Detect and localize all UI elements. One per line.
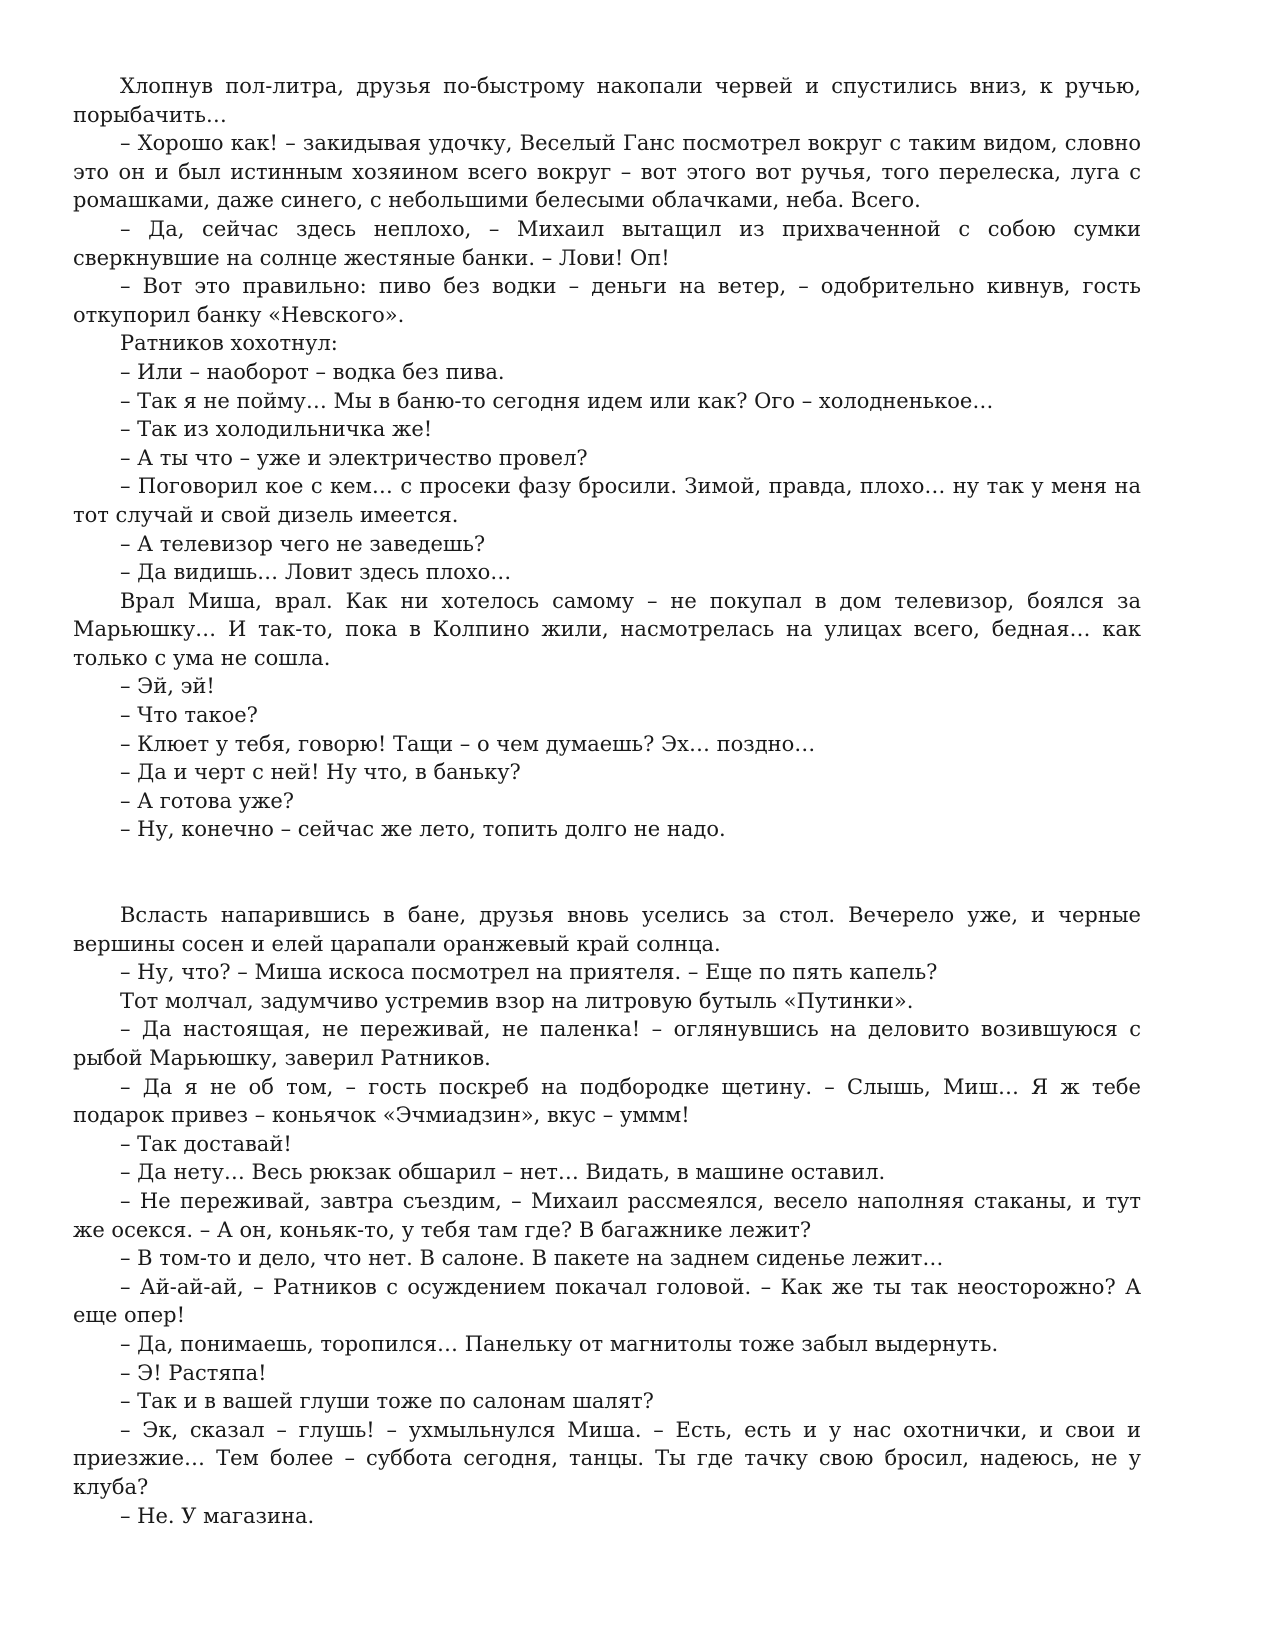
paragraph: – А готова уже? — [120, 788, 295, 813]
paragraph: – А ты что – уже и электричество провел? — [120, 445, 588, 470]
text-section-1 — [73, 72, 1141, 844]
paragraph: – Так я не пойму… Мы в баню-то сегодня идем или как? Ого – холодненькое… — [120, 388, 994, 413]
document-page — [73, 72, 1141, 1530]
paragraph: – Хорошо как! – закидывая удочку, Веселый Ганс посмотрел вокруг с таким видом, словно это он и был истинным хозяином всего вокруг – вот этого вот ручья, того перелеска, луга с ромашками, даже синего, с небольшими белесыми облачками, неба. Всего. — [73, 131, 1141, 213]
paragraph: Хлопнув пол-литра, друзья по-быстрому накопали червей и спустились вниз, к ручью, порыбачить… — [73, 74, 1141, 127]
paragraph: – А телевизор чего не заведешь? — [120, 531, 486, 556]
paragraph: – Не переживай, завтра съездим, – Михаил рассмеялся, весело наполняя стаканы, и тут же осекся. – А он, коньяк-то, у тебя там где? В багажнике лежит? — [73, 1188, 1141, 1242]
paragraph: – Да, понимаешь, торопился… Панельку от магнитолы тоже забыл выдернуть. — [120, 1331, 999, 1356]
paragraph: – Да, сейчас здесь неплохо, – Михаил вытащил из прихваченной с собою сумки сверкнувшие на солнце жестяные банки. – Лови! Оп! — [73, 216, 1141, 270]
paragraph: – Так и в вашей глуши тоже по салонам шалят? — [120, 1389, 654, 1414]
paragraph: Врал Миша, врал. Как ни хотелось самому – не покупал в дом телевизор, боялся за Марьюшку… И так-то, пока в Колпино жили, насмотрелась на улицах всего, бедная… как только с ума не сошла. — [73, 588, 1141, 670]
paragraph: – Ай-ай-ай, – Ратников с осуждением покачал головой. – Как же ты так неосторожно? А еще опер! — [73, 1274, 1141, 1328]
paragraph: – Так доставай! — [120, 1131, 292, 1156]
paragraph: Всласть напарившись в бане, друзья вновь уселись за стол. Вечерело уже, и черные вершины сосен и елей царапали оранжевый край солнца. — [73, 903, 1141, 956]
text-section-2 — [73, 901, 1141, 1530]
paragraph: – Э! Растяпа! — [120, 1360, 267, 1385]
section-break — [73, 844, 1141, 901]
paragraph: – Вот это правильно: пиво без водки – деньги на ветер, – одобрительно кивнув, гость откупорил банку «Невского». — [73, 274, 1141, 327]
paragraph: – Клюет у тебя, говорю! Тащи – о чем думаешь? Эх… поздно… — [120, 731, 816, 756]
paragraph: Ратников хохотнул: — [120, 331, 338, 356]
paragraph: – Эй, эй! — [120, 674, 215, 699]
paragraph: – Да я не об том, – гость поскреб на подбородке щетину. – Слышь, Миш… Я ж тебе подарок привез – коньячок «Эчмиадзин», вкус – уммм! — [73, 1074, 1141, 1128]
paragraph: – Поговорил кое с кем… с просеки фазу бросили. Зимой, правда, плохо… ну так у меня на тот случай и свой дизель имеется. — [73, 474, 1141, 527]
paragraph: – Да видишь… Ловит здесь плохо… — [120, 560, 512, 585]
paragraph: – В том-то и дело, что нет. В салоне. В пакете на заднем сиденье лежит… — [120, 1246, 944, 1271]
paragraph: – Ну, конечно – сейчас же лето, топить долго не надо. — [120, 817, 726, 842]
paragraph: – Да и черт с ней! Ну что, в баньку? — [120, 760, 521, 785]
paragraph: – Что такое? — [120, 703, 258, 728]
paragraph: – Не. У магазина. — [120, 1503, 315, 1528]
paragraph: – Ну, что? – Миша искоса посмотрел на приятеля. – Еще по пять капель? — [120, 960, 938, 985]
paragraph: – Да настоящая, не переживай, не паленка! – оглянувшись на деловито возившуюся с рыбой Марьюшку, заверил Ратников. — [73, 1017, 1141, 1070]
paragraph: Тот молчал, задумчиво устремив взор на литровую бутыль «Путинки». — [120, 988, 914, 1013]
paragraph: – Эк, сказал – глушь! – ухмыльнулся Миша. – Есть, есть и у нас охотнички, и свои и приезжие… Тем более – суббота сегодня, танцы. Ты где тачку свою бросил, надеюсь, не у клуба? — [73, 1417, 1141, 1499]
paragraph: – Или – наоборот – водка без пива. — [120, 359, 505, 384]
paragraph: – Да нету… Весь рюкзак обшарил – нет… Видать, в машине оставил. — [120, 1160, 886, 1185]
paragraph: – Так из холодильничка же! — [120, 417, 433, 442]
